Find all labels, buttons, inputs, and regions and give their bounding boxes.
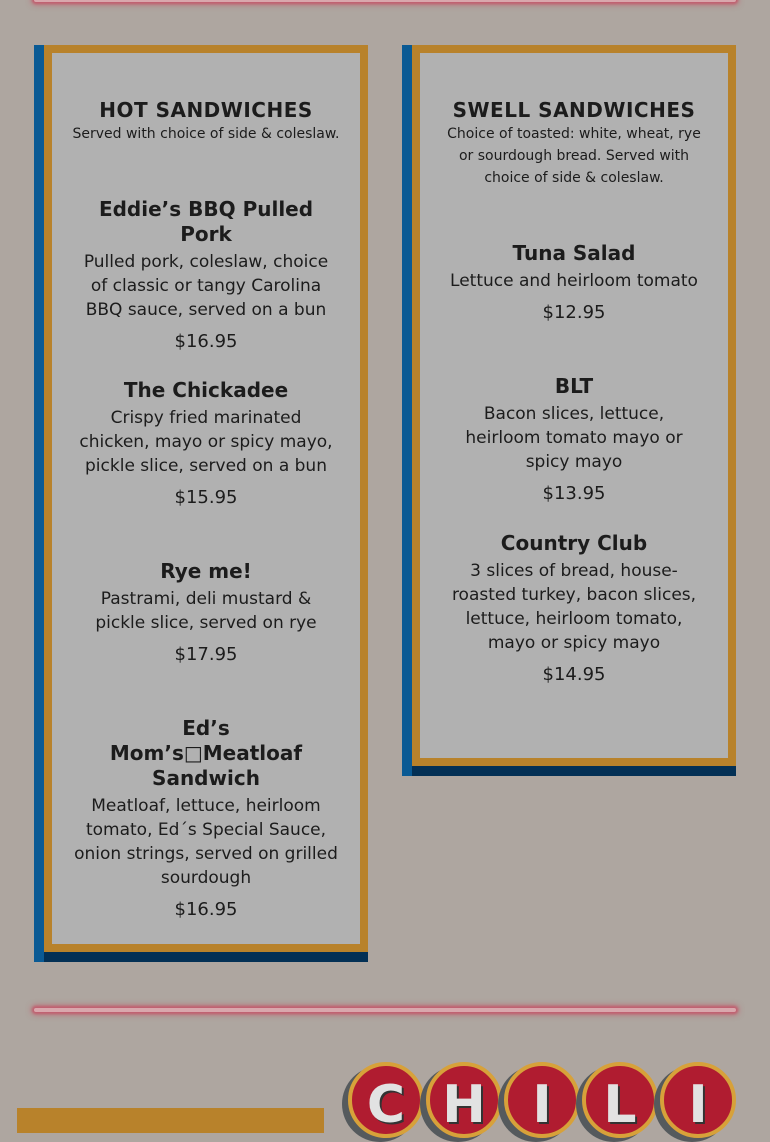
section-title: SWELL SANDWICHES	[452, 98, 696, 122]
item-price: $12.95	[542, 302, 606, 323]
menu-item	[52, 197, 360, 354]
logo-letter: L	[603, 1075, 637, 1135]
item-name: The Chickadee	[123, 378, 289, 402]
item-name: BLT	[554, 374, 594, 398]
item-description: Bacon slices, lettuce, heirloom tomato mayo or spicy mayo	[465, 404, 683, 472]
neon-divider-top	[34, 0, 736, 2]
section-title: HOT SANDWICHES	[99, 98, 313, 122]
swell-sandwiches-card	[412, 45, 736, 766]
section-subtitle: Choice of toasted: white, wheat, rye or sourdough bread. Served with choice of side & coleslaw.	[447, 126, 701, 186]
chili-logo	[344, 1062, 744, 1142]
neon-divider-bottom	[34, 1008, 736, 1012]
item-description: Meatloaf, lettuce, heirloom tomato, Ed´s Special Sauce, onion strings, served on grilled sourdough	[74, 796, 338, 888]
menu-item	[420, 531, 728, 687]
item-description: 3 slices of bread, house-roasted turkey, bacon slices, lettuce, heirloom tomato, mayo or spicy mayo	[451, 561, 697, 653]
item-price: $15.95	[174, 487, 238, 508]
hot-sandwiches-section	[34, 45, 368, 962]
item-description: Lettuce and heirloom tomato	[450, 271, 698, 291]
item-name: Ed’s Mom’s□Meatloaf Sandwich	[109, 716, 303, 790]
menu-item	[52, 378, 360, 510]
logo-letter: I	[688, 1075, 708, 1135]
item-price: $14.95	[542, 664, 606, 685]
menu-item	[52, 716, 360, 922]
item-price: $17.95	[174, 644, 238, 665]
menu-item	[420, 241, 728, 325]
hot-sandwiches-card	[44, 45, 368, 952]
item-description: Crispy fried marinated chicken, mayo or spicy mayo, pickle slice, served on a bun	[79, 408, 333, 476]
item-name: Eddie’s BBQ Pulled Pork	[98, 197, 314, 246]
item-name: Country Club	[500, 531, 648, 555]
menu-item	[52, 559, 360, 667]
item-description: Pulled pork, coleslaw, choice of classic or tangy Carolina BBQ sauce, served on a bun	[83, 252, 329, 320]
item-price: $13.95	[542, 483, 606, 504]
logo-letter: C	[366, 1075, 406, 1135]
logo-letter: I	[532, 1075, 552, 1135]
item-name: Rye me!	[160, 559, 252, 583]
item-price: $16.95	[174, 331, 238, 352]
item-description: Pastrami, deli mustard & pickle slice, served on rye	[95, 589, 317, 633]
section-subtitle: Served with choice of side & coleslaw.	[72, 126, 340, 142]
logo-letter: H	[442, 1075, 486, 1135]
menu-item	[420, 374, 728, 506]
item-price: $16.95	[174, 899, 238, 920]
footer-bar	[17, 1108, 324, 1133]
swell-sandwiches-section	[402, 45, 736, 776]
item-name: Tuna Salad	[512, 241, 636, 265]
